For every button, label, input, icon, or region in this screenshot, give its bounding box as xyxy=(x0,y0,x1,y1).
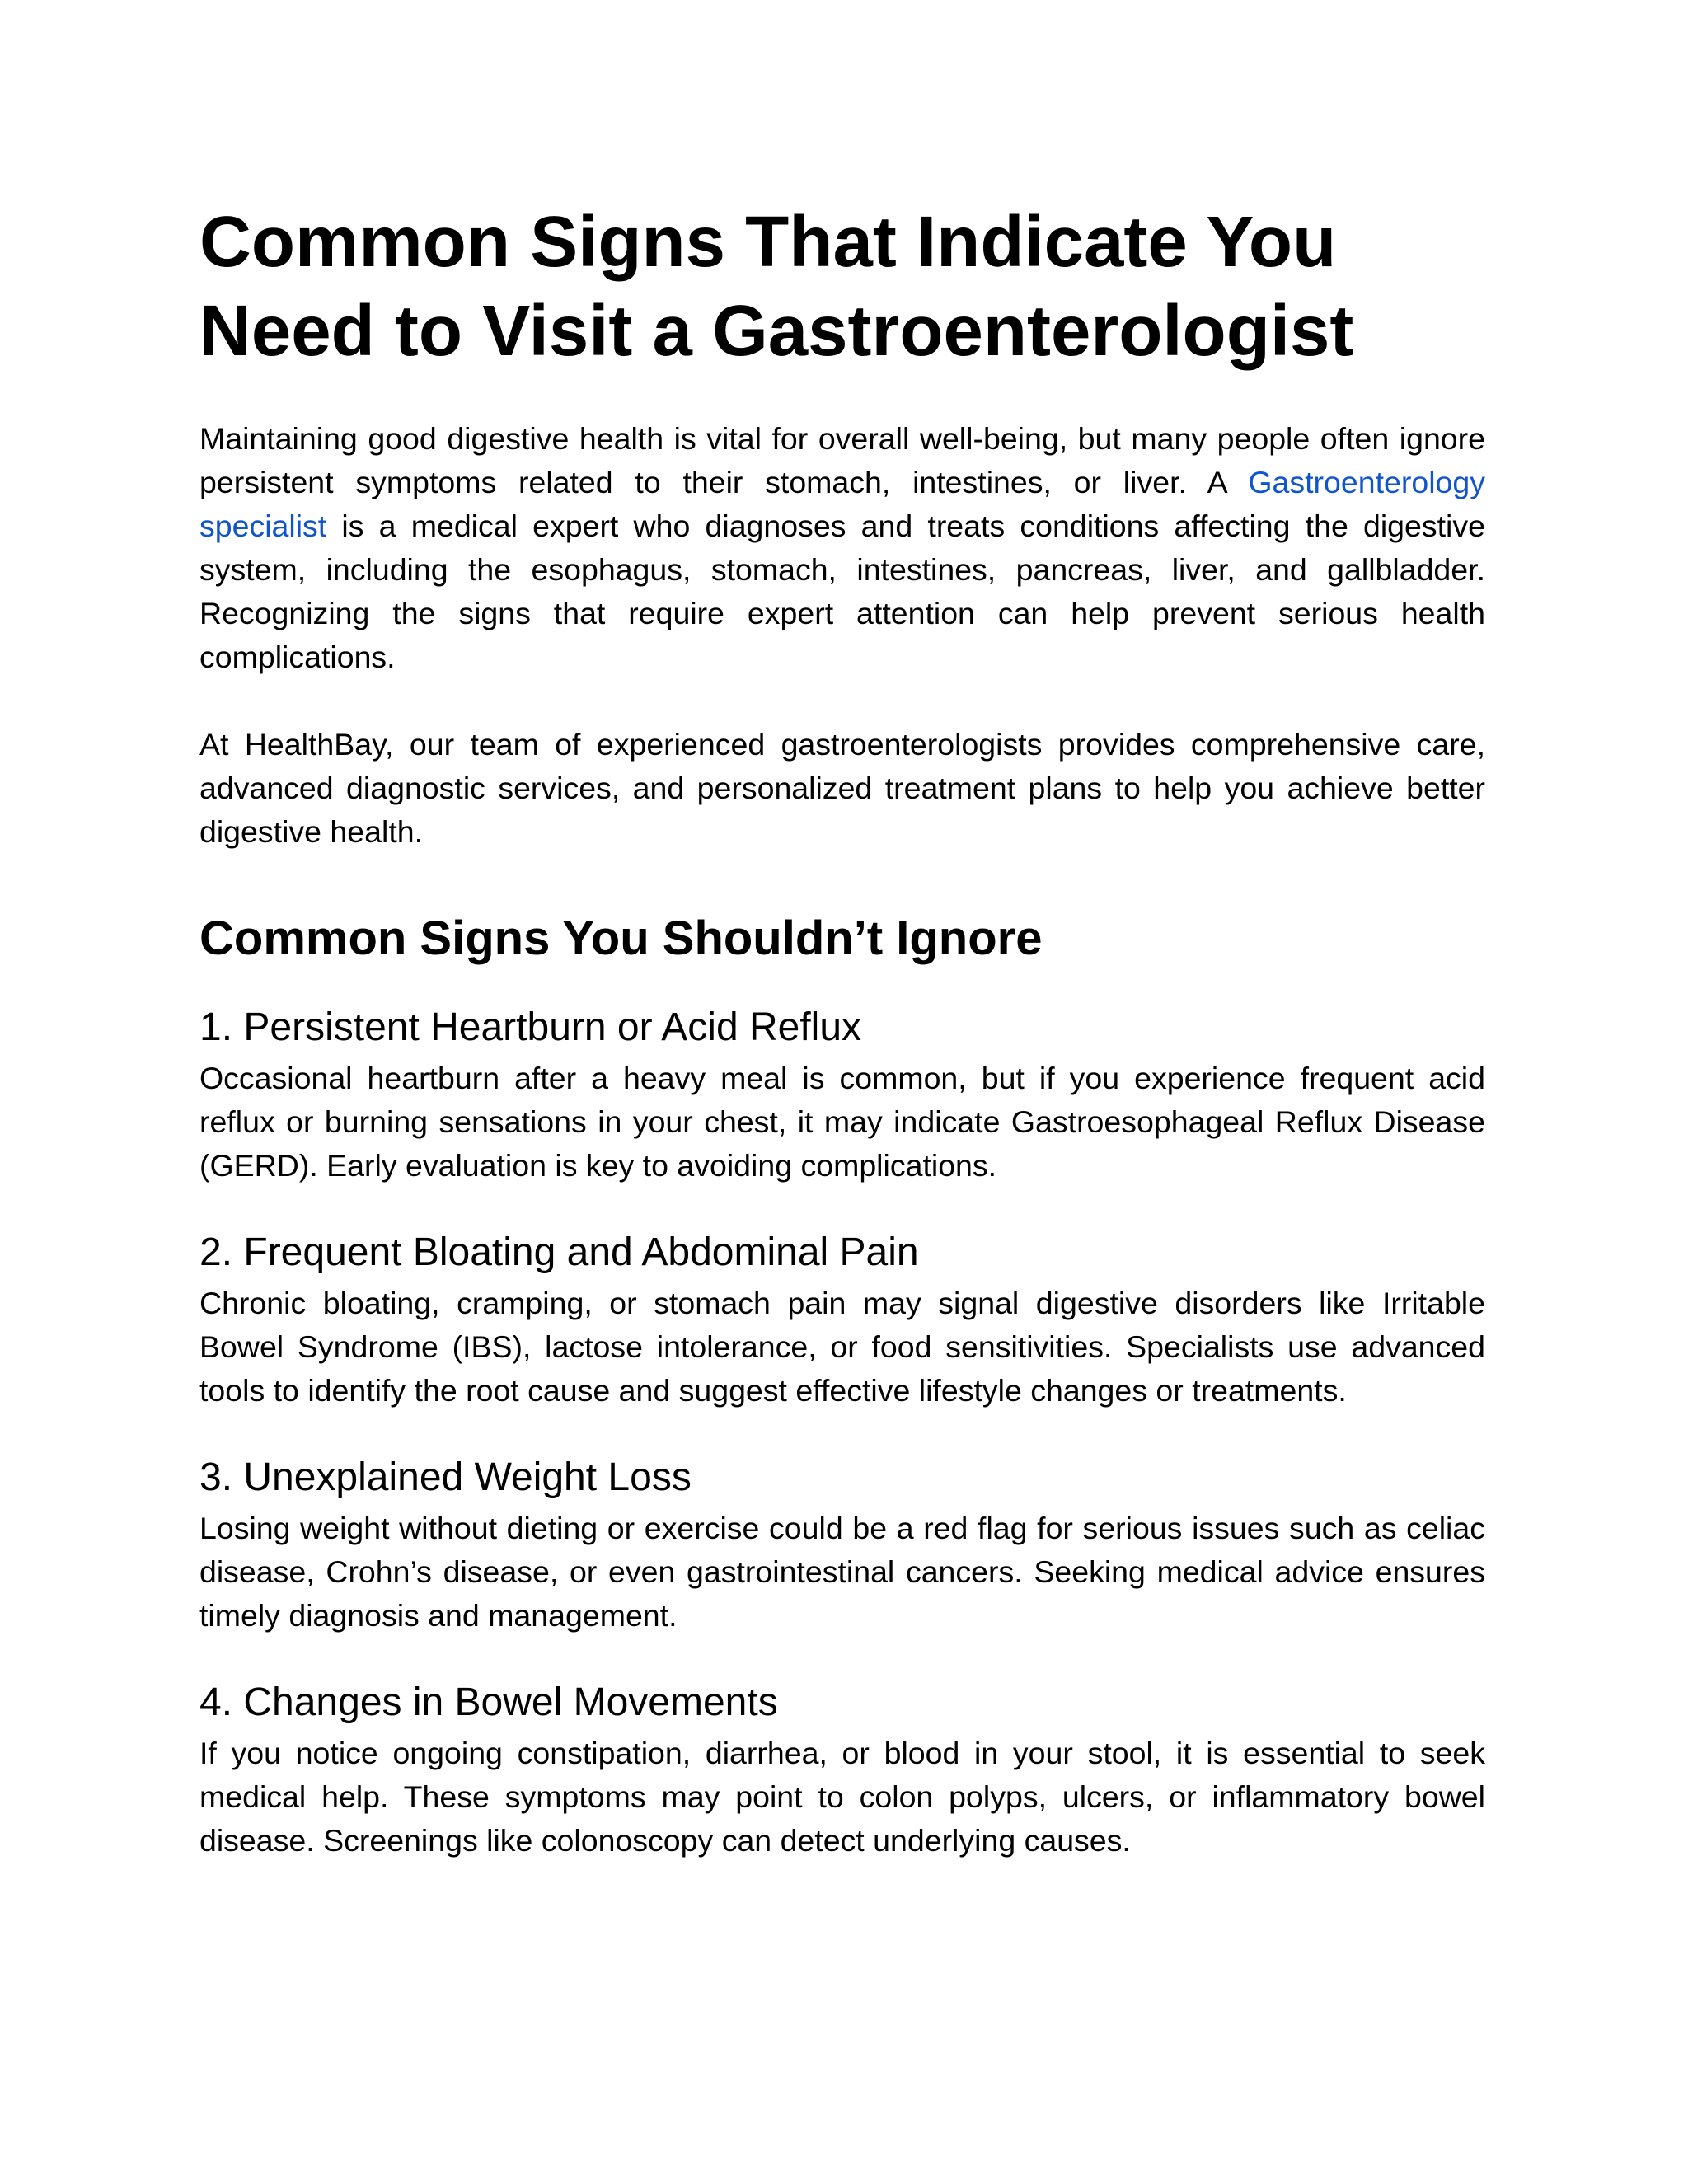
sign-heading: 3. Unexplained Weight Loss xyxy=(199,1455,692,1499)
sign-body: Chronic bloating, cramping, or stomach pain may signal digestive disorders like Irritable Bowel Syndrome (IBS), lactose intolerance, or food sensitivities. Specialists use advanced tools to identify the root cause and suggest effective lifestyle changes or treatments. xyxy=(199,1286,1485,1408)
page-title: Common Signs That Indicate You Need to Visit a Gastroenterologist xyxy=(199,202,1354,371)
section-heading: Common Signs You Shouldn’t Ignore xyxy=(199,912,1043,965)
sign-heading: 4. Changes in Bowel Movements xyxy=(199,1680,778,1724)
sign-section xyxy=(199,1004,1485,1188)
sign-heading: 2. Frequent Bloating and Abdominal Pain xyxy=(199,1230,919,1274)
sign-section xyxy=(199,1229,1485,1413)
sign-heading: 1. Persistent Heartburn or Acid Reflux xyxy=(199,1005,862,1049)
intro-paragraph xyxy=(199,417,1485,679)
sign-section xyxy=(199,1454,1485,1638)
intro-text-before-link: Maintaining good digestive health is vital for overall well-being, but many people often ignore persistent symptoms related to their stomach, intestines, or liver. A xyxy=(199,421,1485,499)
healthbay-paragraph: At HealthBay, our team of experienced gastroenterologists provides comprehensive care, advanced diagnostic services, and personalized treatment plans to help you achieve better digestive health. xyxy=(199,727,1485,849)
sign-body: Losing weight without dieting or exercise could be a red flag for serious issues such as celiac disease, Crohn’s disease, or even gastrointestinal cancers. Seeking medical advice ensures timely diagnosis and management. xyxy=(199,1511,1485,1633)
sign-body: If you notice ongoing constipation, diarrhea, or blood in your stool, it is essential to seek medical help. These symptoms may point to colon polyps, ulcers, or inflammatory bowel disease. Screenings like colonoscopy can detect underlying causes. xyxy=(199,1736,1485,1858)
intro-text-after-link: is a medical expert who diagnoses and treats conditions affecting the digestive system, including the esophagus, stomach, intestines, pancreas, liver, and gallbladder. Recognizing the signs that require expert attention can help prevent serious health complications. xyxy=(199,509,1485,674)
document-page xyxy=(199,198,1485,1863)
sign-section xyxy=(199,1679,1485,1863)
gastroenterology-specialist-link[interactable]: Gastroenterology specialist xyxy=(199,465,1485,543)
sign-body: Occasional heartburn after a heavy meal is common, but if you experience frequent acid reflux or burning sensations in your chest, it may indicate Gastroesophageal Reflux Disease (GERD). Early evaluation is key to avoiding complications. xyxy=(199,1061,1485,1183)
